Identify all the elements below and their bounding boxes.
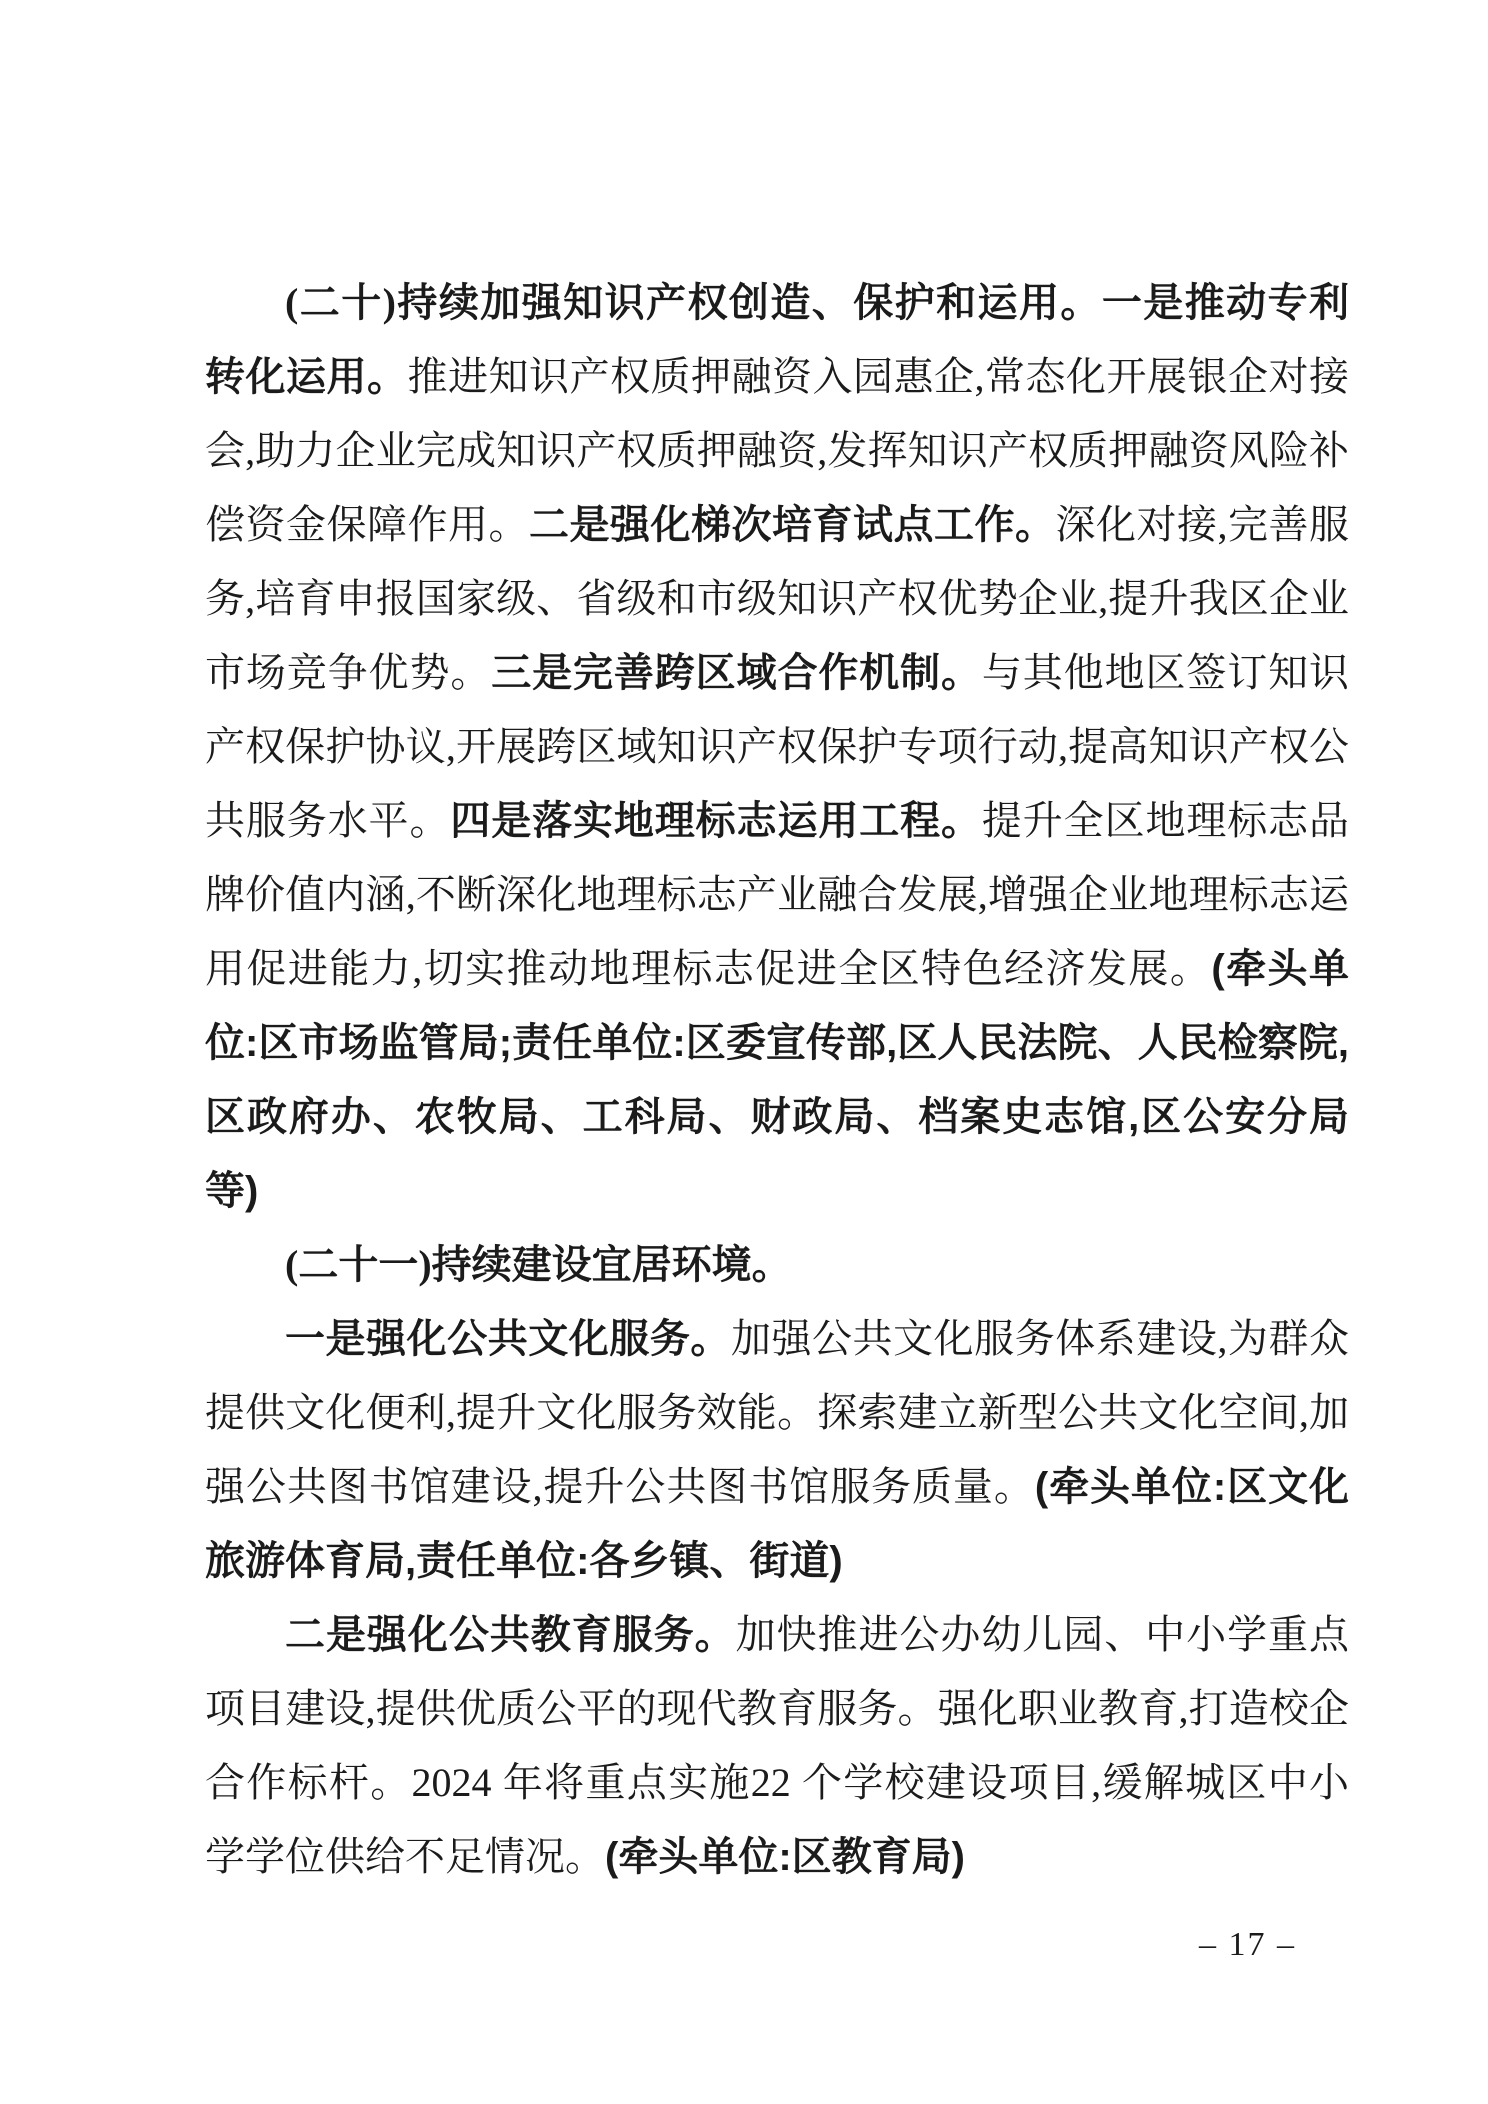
- section-21-point-1-responsible-units: (牵头单位:区文化旅游体育局,责任单位:各乡镇、街道): [205, 1465, 1350, 1583]
- section-20-point-1-body: 推进知识产权质押融资入园惠企,常态化开展银企对接会,助力企业完成知识产权质押融资,发挥知识产权质押融资风险补偿资金保障作用。: [205, 354, 1349, 547]
- section-21-heading: (二十一)持续建设宜居环境。: [285, 1242, 792, 1287]
- paragraph-section-21-point-1: [205, 1302, 1349, 1598]
- section-20-point-3-heading: 三是完善跨区域合作机制。: [491, 650, 982, 695]
- paragraph-section-21: [205, 1228, 1349, 1302]
- paragraph-section-20: [205, 266, 1349, 1228]
- paragraph-section-21-point-2: [205, 1598, 1349, 1894]
- section-20-point-3-body: 与其他地区签订知识产权保护协议,开展跨区域知识产权保护专项行动,提高知识产权公共服务水平。: [205, 650, 1350, 843]
- page-number: – 17 –: [1199, 1926, 1296, 1963]
- section-20-responsible-units: (牵头单位:区市场监管局;责任单位:区委宣传部,区人民法院、人民检察院,区政府办、农牧局、工科局、财政局、档案史志馆,区公安分局等): [205, 947, 1350, 1213]
- section-20-point-2-heading: 二是强化梯次培育试点工作。: [529, 502, 1056, 547]
- section-21-point-1-body: 加强公共文化服务体系建设,为群众提供文化便利,提升文化服务效能。探索建立新型公共文化空间,加强公共图书馆建设,提升公共图书馆服务质量。: [205, 1316, 1350, 1509]
- section-21-point-1-heading: 一是强化公共文化服务。: [285, 1316, 731, 1361]
- section-20-heading: (二十)持续加强知识产权创造、保护和运用。: [285, 280, 1102, 325]
- section-20-point-1-heading: 一是推动专利转化运用。: [205, 280, 1350, 399]
- section-21-point-2-body: 加快推进公办幼儿园、中小学重点项目建设,提供优质公平的现代教育服务。强化职业教育,打造校企合作标杆。2024 年将重点实施22 个学校建设项目,缓解城区中小学学位供给不足情况。: [205, 1612, 1350, 1879]
- section-20-point-4-body: 提升全区地理标志品牌价值内涵,不断深化地理标志产业融合发展,增强企业地理标志运用促进能力,切实推动地理标志促进全区特色经济发展。: [205, 798, 1350, 991]
- section-21-point-2-responsible-units: (牵头单位:区教育局): [605, 1835, 965, 1879]
- document-body: [205, 266, 1349, 1894]
- section-20-point-4-heading: 四是落实地理标志运用工程。: [450, 798, 982, 843]
- section-21-point-2-heading: 二是强化公共教育服务。: [285, 1612, 736, 1657]
- section-20-point-2-body: 深化对接,完善服务,培育申报国家级、省级和市级知识产权优势企业,提升我区企业市场竞争优势。: [205, 502, 1349, 695]
